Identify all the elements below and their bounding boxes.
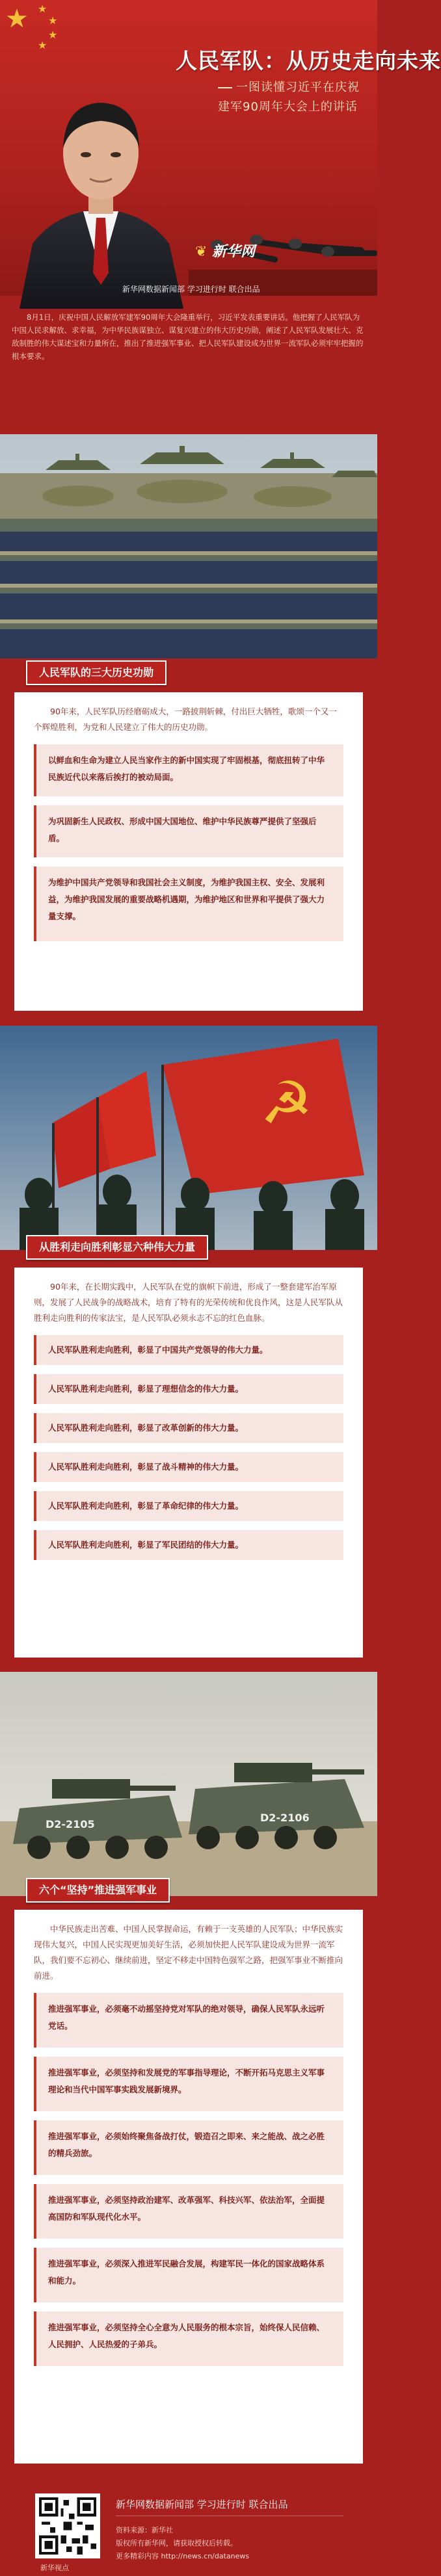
section-1-item-3: 为维护中国共产党领导和我国社会主义制度，为维护我国主权、安全、发展利益，为维护我国发展的重要战略机遇期，为维护地区和世界和平提供了强大力量支撑。 <box>34 866 343 941</box>
section-3-item-3: 推进强军事业，必须始终聚焦备战打仗，锻造召之即来、来之能战、战之必胜的精兵劲旅。 <box>34 2120 343 2175</box>
subtitle-line-1 <box>218 78 360 95</box>
section-1-item-1: 以鲜血和生命为建立人民当家作主的新中国实现了牢固根基，彻底扭转了中华民族近代以来落后挨打的被动局面。 <box>34 744 343 796</box>
section-3-item-2: 推进强军事业，必须坚持和发展党的军事指导理论，不断开拓马克思主义军事理论和当代中国军事实践发展新境界。 <box>34 2057 343 2111</box>
section-2-item-1: 人民军队胜利走向胜利，彰显了中国共产党领导的伟大力量。 <box>34 1335 343 1365</box>
credit-line: 新华网数据新闻部 学习进行时 联合出品 <box>122 285 260 294</box>
section-2-panel <box>14 1268 363 1658</box>
section-3-label: 六个“坚持”推进强军事业 <box>26 1878 170 1903</box>
section-1-lead: 90年来，人民军队历经磨砺成大，一路披荆斩棘，付出巨大牺牲，歌颂一个又一个辉煌胜利，为党和人民建立了伟大的历史功勋。 <box>34 707 337 732</box>
small-star-icon: ★ <box>48 29 58 41</box>
footer-copyright: 版权所有新华网，请获取授权后转载。 <box>116 2539 237 2547</box>
svg-text:☭: ☭ <box>260 1069 313 1138</box>
armored-vehicles-photo <box>0 1672 377 1896</box>
subtitle-line-2: 建军90周年大会上的讲话 <box>218 100 358 114</box>
qr-caption: 新华视点 <box>40 2564 69 2572</box>
section-2-item-6: 人民军队胜利走向胜利，彰显了军民团结的伟大力量。 <box>34 1530 343 1560</box>
small-star-icon: ★ <box>38 39 47 51</box>
footer-org: 新华网数据新闻部 学习进行时 联合出品 <box>116 2499 288 2510</box>
aircraft-parade-photo <box>0 434 377 658</box>
section-2-label: 从胜利走向胜利彰显六种伟大力量 <box>26 1235 208 1260</box>
footer <box>0 2478 377 2576</box>
speaker-portrait <box>13 78 189 309</box>
hero-banner <box>0 0 441 296</box>
section-3-lead: 中华民族走出苦难、中国人民掌握命运，有赖于一支英雄的人民军队；中华民族实现伟大复兴，中国人民实现更加美好生活，必须加快把人民军队建设成为世界一流军队，我们要不忘初心、继续前进，坚定不移走中国特色强军之路，把强军事业不断推向前进。 <box>34 1924 343 1981</box>
section-2-item-4: 人民军队胜利走向胜利，彰显了战斗精神的伟大力量。 <box>34 1452 343 1482</box>
section-1-item-2: 为巩固新生人民政权、形成中国大国地位、维护中华民族尊严提供了坚强后盾。 <box>34 805 343 857</box>
subtitle-line-1-text: 一图读懂习近平在庆祝 <box>236 81 360 94</box>
footer-link[interactable]: 更多精彩内容 http://news.cn/datanews <box>116 2552 250 2560</box>
xinhuanet-logo: ❦ 新华网 <box>195 244 256 260</box>
section-3-panel <box>14 1910 363 2464</box>
qr-code[interactable] <box>35 2493 100 2558</box>
small-star-icon: ★ <box>38 3 47 15</box>
section-3-item-5: 推进强军事业，必须深入推进军民融合发展，构建军民一体化的国家战略体系和能力。 <box>34 2248 343 2302</box>
section-3-item-4: 推进强军事业，必须坚持政治建军、改革强军、科技兴军、依法治军，全面提高国防和军队现代化水平。 <box>34 2184 343 2239</box>
section-2-lead: 90年来，在长期实践中，人民军队在党的旗帜下前进，形成了一整套建军治军原则，发展了人民战争的战略战术，培育了特有的光荣传统和优良作风，这是人民军队从胜利走向胜利的传家法宝，是人民军队必须永志不忘的红色血脉。 <box>34 1282 343 1323</box>
xinhuanet-logo-text: 新华网 <box>212 244 256 260</box>
footer-source: 资料来源：新华社 <box>116 2526 173 2534</box>
section-2-item-3: 人民军队胜利走向胜利，彰显了改革创新的伟大力量。 <box>34 1413 343 1443</box>
dash-decoration <box>218 87 232 88</box>
section-2-item-2: 人民军队胜利走向胜利，彰显了理想信念的伟大力量。 <box>34 1374 343 1404</box>
intro-paragraph: 8月1日，庆祝中国人民解放军建军90周年大会隆重举行，习近平发表重要讲话。他把握了人民军队为中国人民求解放、求幸福，为中华民族谋独立、谋复兴建立的伟大历史功勋，阐述了人民军队发展壮大、克敌制胜的伟大谋述宝和力量所在，推出了推进强军事业、把人民军队建设成为世界一流军队必须牢牢把握的根本要求。 <box>12 313 364 361</box>
section-3-item-1: 推进强军事业，必须毫不动摇坚持党对军队的绝对领导，确保人民军队永远听党话。 <box>34 1993 343 2048</box>
flag-bearers-photo <box>0 1026 377 1250</box>
big-star-icon: ★ <box>5 4 29 34</box>
section-1-panel <box>14 692 363 1011</box>
section-1-label: 人民军队的三大历史功勋 <box>26 660 167 685</box>
page-title: 人民军队：从历史走向未来 <box>176 48 441 73</box>
section-2-item-5: 人民军队胜利走向胜利，彰显了革命纪律的伟大力量。 <box>34 1491 343 1521</box>
qr-code-icon <box>39 2497 96 2555</box>
svg-text:D2-2106: D2-2106 <box>260 1812 310 1824</box>
svg-text:D2-2105: D2-2105 <box>46 1818 95 1830</box>
section-3-item-6: 推进强军事业，必须坚持全心全意为人民服务的根本宗旨，始终保人民信赖、人民拥护、人民热爱的子弟兵。 <box>34 2311 343 2366</box>
small-star-icon: ★ <box>48 14 58 27</box>
